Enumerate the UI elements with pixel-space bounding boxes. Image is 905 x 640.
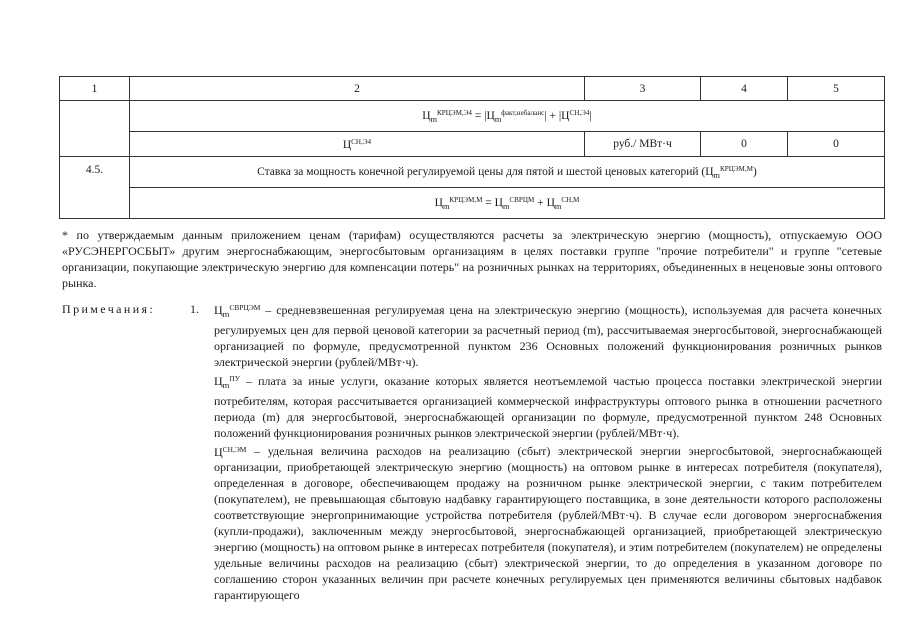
column-header-3: 3 xyxy=(585,77,701,101)
table-cell-value: 0 xyxy=(701,132,788,157)
table-row xyxy=(60,101,885,132)
column-header-2: 2 xyxy=(130,77,585,101)
column-header-5: 5 xyxy=(788,77,885,101)
table-row xyxy=(60,132,885,157)
footnote: * по утверждаемым данным приложением ценам (тарифам) осуществляются расчеты за электрическую энергию (мощность), отпускаемую ООО «РУСЭНЕРГОСБЫТ» другим энергоснабжающим, энергосбытовым организациям в целях поставки группе "прочие потребители" и группе "сетевые организации, покупающие электрическую энергию для компенсации потерь" на розничных рынках на территориях, объединенных в неценовые зоны оптового рынка. xyxy=(62,228,882,290)
table-cell-symbol: $Ц^{СН,Э4}$ xyxy=(130,132,585,157)
notes-body xyxy=(214,300,882,604)
table-cell-empty xyxy=(60,101,130,157)
note-paragraph-svrcem: $Ц_m^{СВРЦЭМ}$ – средневзвешенная регулируемая цена на электрическую энергию (мощность), используемая для расчета конечных регулируемых цен для первой ценовой категории за расчетный период (m), рассчитываемая энергосбытовой, энергоснабжающей организацией по формуле, предусмотренной пунктом 236 Основных положений функционирования розничных рынков электрической энергии (рублей/МВт·ч). xyxy=(214,303,882,369)
table-header-row xyxy=(60,77,885,101)
note-paragraph-pu: $Ц_m^{ПУ}$ – плата за иные услуги, оказание которых является неотъемлемой частью процесса поставки электрической энергии потребителям, которая рассчитывается организацией коммерческой инфраструктуры оптового рынка в отношении расчетного периода (m) для энергосбытовой, энергоснабжающей организации по формуле, предусмотренной пунктом 248 Основных положений функционирования розничных рынков электрической энергии (рублей/МВт·ч). xyxy=(214,373,882,440)
table-cell-unit: руб./ МВт·ч xyxy=(585,132,701,157)
row-number: 4.5. xyxy=(60,157,130,219)
notes-label: Примечания: xyxy=(62,302,156,316)
note-paragraph-sn-em: $Ц^{СН,ЭМ}$ – удельная величина расходов на реализацию (сбыт) электрической энергии энергосбытовой, энергоснабжающей организации, приобретающей электрическую энергию (мощность) на оптовом рынке в интересах потребителя (покупателя), определенная в договоре, обеспечивающем продажу на розничном рынке электрической энергии, с таким потребителем (покупателем), не превышающая сбытовую надбавку гарантирующего поставщика, в зоне деятельности которого расположены соответствующие энергопринимающие устройства потребителя (рублей/МВт·ч). В случае если договором энергоснабжения (купли-продажи), заключенным между энергосбытовой, энергоснабжающей организацией, приобретающей электрическую энергию (мощность) на оптовом рынке в интересах потребителя (покупателя), и этим потребителем (покупателем) не определены удельные величины расходов на реализацию (сбыт) электрической энергии, то до определения в указанном договоре по соглашению сторон указанных величин при расчете конечных регулируемых цен применяются величины сбытовых надбавок гарантирующего xyxy=(214,444,882,602)
table-row xyxy=(60,157,885,188)
formula-krcem-m: $Ц_m^{КРЦЭМ,М} = Ц_m^{СВРЦМ} + Ц_m^{СН,М}$ xyxy=(130,188,885,219)
row-description: Ставка за мощность конечной регулируемой цены для пятой и шестой ценовых категорий $(Ц_m^{КРЦЭМ,М})$ xyxy=(130,157,885,188)
formula-krcem-e4: $Ц_m^{КРЦЭМ,Э4} = |Ц_m^{факт,небаланс}| + |Ц^{СН,Э4}|$ xyxy=(130,101,885,132)
tariff-table xyxy=(59,76,885,219)
column-header-1: 1 xyxy=(60,77,130,101)
column-header-4: 4 xyxy=(701,77,788,101)
notes-number: 1. xyxy=(190,302,199,316)
table-row xyxy=(60,188,885,219)
table-cell-value: 0 xyxy=(788,132,885,157)
